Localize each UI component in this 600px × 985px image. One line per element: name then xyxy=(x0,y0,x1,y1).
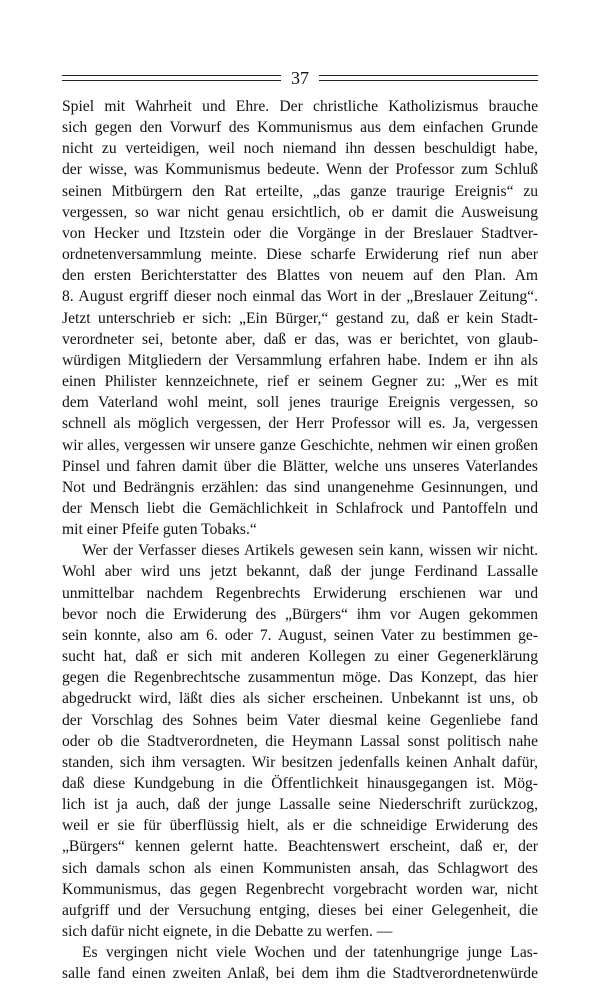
text-line: standen, sich ihm versagten. Wir besitzen jedenfalls keinen Anhalt dafür, xyxy=(62,753,538,771)
text-line: Pinsel und fahren damit über die Blätter, welche uns unseres Vaterlandes xyxy=(62,457,538,475)
text-line: sucht hat, daß er sich mit anderen Kollegen zu einer Gegenerklärung xyxy=(62,648,538,666)
text-line: bevor noch die Erwiderung des „Bürgers“ ihm vor Augen gekommen xyxy=(62,605,538,623)
text-line: einen Philister kennzeichnete, rief er seinem Gegner zu: „Wer es mit xyxy=(62,373,538,391)
text-line: sein konnte, also am 6. oder 7. August, seinen Vater zu bestimmen ge- xyxy=(62,626,538,644)
text-line: gegen die Regenbrechtsche zusammentun möge. Das Konzept, das hier xyxy=(62,669,538,687)
text-line: sich damals schon als einen Kommunisten ansah, das Schlagwort des xyxy=(62,859,538,877)
text-line: unmittelbar nachdem Regenbrechts Erwiderung erschienen war und xyxy=(62,584,538,602)
text-line: Kommunismus, das gegen Regenbrecht vorgebracht worden war, nicht xyxy=(62,880,538,898)
text-line: mit einer Pfeife guten Tobaks.“ xyxy=(62,521,257,539)
body-text xyxy=(62,96,538,983)
text-line: sich gegen den Vorwurf des Kommunismus aus dem einfachen Grunde xyxy=(62,119,538,137)
text-line: 8. August ergriff dieser noch einmal das Wort in der „Breslauer Zeitung“. xyxy=(62,288,538,306)
text-line: daß diese Kundgebung in die Öffentlichkeit hinausgegangen ist. Mög- xyxy=(62,775,538,792)
text-line: lich ist ja auch, daß der junge Lassalle seine Niederschrift zurückzog, xyxy=(62,796,538,814)
text-line: vergessen, so war nicht genau ersichtlich, ob er damit die Ausweisung xyxy=(62,203,538,221)
text-line: der wisse, was Kommunismus bedeute. Wenn der Professor zum Schluß xyxy=(62,161,538,179)
page-number: 37 xyxy=(291,68,309,88)
text-line: Spiel mit Wahrheit und Ehre. Der christliche Katholizismus brauche xyxy=(62,98,538,115)
page-header xyxy=(62,66,538,90)
text-line: von Hecker und Itzstein oder die Vorgänge in der Breslauer Stadtver- xyxy=(62,224,538,242)
text-line: der Mensch liebt die Gemächlichkeit in Schlafrock und Pantoffeln und xyxy=(62,499,538,517)
text-line: Es vergingen nicht viele Wochen und der tatenhungrige junge Las- xyxy=(82,944,538,962)
text-line: abgedruckt wird, läßt dies als sicher erscheinen. Unbekannt ist uns, ob xyxy=(62,690,538,708)
text-line: ordnetenversammlung meinte. Diese scharfe Erwiderung rief nun aber xyxy=(62,246,538,264)
header-rule-left xyxy=(62,75,281,81)
text-line: wir alles, vergessen wir unsere ganze Geschichte, nehmen wir einen großen xyxy=(62,436,538,454)
text-line: oder ob die Stadtverordneten, die Heymann Lassal sonst politisch nahe xyxy=(62,732,538,750)
text-line: nicht zu verteidigen, weil noch niemand ihn dessen beschuldigt habe, xyxy=(62,140,538,158)
text-line: weil er sie für überflüssig hielt, als er die schneidige Erwiderung des xyxy=(62,817,538,835)
text-line: schnell als möglich vergessen, der Herr Professor will es. Ja, vergessen xyxy=(62,415,538,433)
header-rule-right xyxy=(319,75,538,81)
text-line: Wer der Verfasser dieses Artikels gewesen sein kann, wissen wir nicht. xyxy=(82,542,538,560)
text-line: den ersten Berichterstatter des Blattes von neuem auf den Plan. Am xyxy=(62,267,538,285)
text-line: Wohl aber wird uns jetzt bekannt, daß der junge Ferdinand Lassalle xyxy=(62,563,538,581)
text-line: seinen Mitbürgern den Rat erteilte, „das ganze traurige Ereignis“ zu xyxy=(62,182,538,200)
text-line: dem Vaterland wohl meint, soll jenes traurige Ereignis vergessen, so xyxy=(62,394,538,412)
text-line: Jetzt unterschrieb er sich: „Ein Bürger,“ gestand zu, daß er kein Stadt- xyxy=(62,309,538,327)
text-line: der Vorschlag des Sohnes beim Vater diesmal keine Gegenliebe fand xyxy=(62,711,538,729)
text-line: aufgriff und der Versuchung entging, dieses bei einer Gelegenheit, die xyxy=(62,901,538,919)
text-line: sich dafür nicht eignete, in die Debatte zu werfen. — xyxy=(62,923,393,941)
text-line: verordneter sei, betonte aber, daß er das, was er berichtet, von glaub- xyxy=(62,330,538,348)
text-line: Not und Bedrängnis erzählen: das sind unangenehme Gesinnungen, und xyxy=(62,478,538,496)
text-line: würdigen Mitgliedern der Versammlung erfahren habe. Indem er ihn als xyxy=(62,351,538,369)
text-line: salle fand einen zweiten Anlaß, bei dem ihm die Stadtverordnetenwürde xyxy=(62,965,538,983)
text-line: „Bürgers“ kennen gelernt hatte. Beachtenswert erscheint, daß er, der xyxy=(62,838,538,856)
